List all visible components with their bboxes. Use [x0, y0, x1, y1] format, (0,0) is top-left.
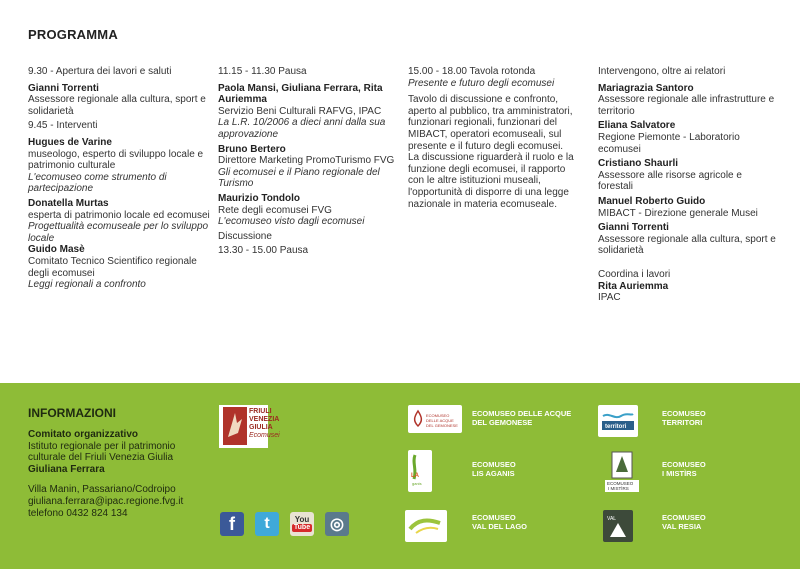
ecomuseo-label: ECOMUSEO DELLE ACQUE	[472, 409, 572, 418]
youtube-icon[interactable]	[290, 512, 314, 536]
email-link[interactable]: giuliana.ferrara@ipac.regione.fvg.it	[28, 495, 184, 507]
program-column-1	[28, 66, 213, 291]
svg-text:DELLE ACQUE: DELLE ACQUE	[426, 418, 454, 423]
ecomuseo-label: ECOMUSEO	[662, 460, 706, 469]
program-column-3	[408, 66, 578, 210]
fvg-ecomusei-logo[interactable]	[219, 405, 280, 448]
svg-text:VAL: VAL	[607, 516, 617, 522]
ecomuseo-mistirs-logo[interactable]	[605, 450, 639, 492]
ecomuseo-val-resia-logo[interactable]	[603, 510, 633, 542]
speaker-name: Guido Masè	[28, 244, 85, 256]
speaker-role: Regione Piemonte - Laboratorio ecomusei	[598, 131, 740, 155]
speaker-role: Comitato Tecnico Scientifico regionale degli ecomusei	[28, 255, 197, 279]
facebook-icon[interactable]: f	[220, 512, 244, 536]
talk-title: L'ecomuseo visto dagli ecomusei	[218, 216, 365, 228]
fvg-bird-icon	[223, 407, 247, 445]
mistirs-icon	[605, 450, 639, 492]
session-description: Tavolo di discussione e confronto, aperto al pubblico, tra amministratori, funzionari regionali, funzionari del MIBACT, operatori ecomuseali, sul presente e il futuro degli ecomusei.	[408, 94, 573, 152]
info-title: INFORMAZIONI	[28, 406, 116, 420]
svg-text:DEL GEMONESE: DEL GEMONESE	[426, 423, 458, 428]
youtube-you: You	[294, 515, 310, 524]
fvg-logo-text	[249, 408, 280, 440]
val-del-lago-icon	[406, 511, 446, 541]
coordinator-name: Rita Auriemma	[598, 280, 669, 292]
speaker-name: Bruno Bertero	[218, 143, 286, 155]
speaker-role: MIBACT - Direzione generale Musei	[598, 207, 758, 219]
talk-title: La L.R. 10/2006 a dieci anni dalla sua approvazione	[218, 117, 386, 140]
youtube-tube: Tube	[293, 524, 311, 531]
speaker-name: Manuel Roberto Guido	[598, 195, 706, 207]
page-title: PROGRAMMA	[28, 27, 118, 42]
fvg-logo-line: FRIULI	[249, 408, 272, 415]
committee-text: Istituto regionale per il patrimonio culturale del Friuli Venezia Giulia	[28, 440, 176, 464]
svg-text:LA: LA	[411, 473, 419, 479]
ecomuseo-label: LIS AGANIS	[472, 469, 515, 478]
phone: telefono 0432 824 134	[28, 507, 128, 519]
speaker-name: Eliana Salvatore	[598, 120, 676, 132]
ecomuseo-val-del-lago-logo[interactable]	[405, 510, 447, 542]
ecomuseo-mistirs-name	[662, 460, 706, 478]
lis-aganis-icon	[409, 451, 431, 491]
speaker-name: Paola Mansi, Giuliana Ferrara, Rita Auriemma	[218, 82, 383, 106]
speaker-name: Mariagrazia Santoro	[598, 82, 694, 94]
svg-text:ganis: ganis	[412, 481, 422, 486]
ecomuseo-label: ECOMUSEO	[662, 409, 706, 418]
coordinator-org: IPAC	[598, 292, 621, 304]
program-column-4	[598, 66, 778, 304]
ecomuseo-val-resia-name	[662, 513, 706, 531]
territori-icon	[599, 406, 637, 436]
ecomuseo-label: TERRITORI	[662, 418, 703, 427]
instagram-icon[interactable]: ◎	[325, 512, 349, 536]
ecomuseo-acque-logo[interactable]	[408, 405, 462, 433]
talk-title: Leggi regionali a confronto	[28, 279, 146, 291]
val-resia-icon	[604, 511, 632, 541]
water-drop-icon	[410, 407, 460, 431]
program-column-2	[218, 66, 398, 257]
ecomuseo-label: ECOMUSEO	[662, 513, 706, 522]
talk-title: Progettualità ecomuseale per lo sviluppo locale	[28, 221, 209, 244]
fvg-logo-line: VENEZIA	[249, 416, 280, 423]
speaker-role: museologo, esperto di sviluppo locale e patrimonio culturale	[28, 148, 204, 172]
ecomuseo-label: ECOMUSEO	[472, 460, 516, 469]
speaker-role: Servizio Beni Culturali RAFVG, IPAC	[218, 105, 382, 117]
speaker-role: Assessore alle risorse agricole e forestali	[598, 169, 742, 193]
svg-text:territori: territori	[605, 424, 627, 430]
talk-title: Gli ecomusei e il Piano regionale del Turismo	[218, 166, 380, 190]
address: Villa Manin, Passariano/Codroipo	[28, 484, 176, 496]
coordinator-label: Coordina i lavori	[598, 268, 671, 280]
speaker-name: Hugues de Varine	[28, 136, 112, 148]
fvg-logo-line: Ecomusei	[249, 432, 280, 439]
speaker-name: Donatella Murtas	[28, 197, 109, 209]
speaker-role: Assessore regionale alla cultura, sport e solidarietà	[598, 233, 776, 257]
schedule-time: 11.15 - 11.30 Pausa	[218, 66, 307, 77]
info-block	[28, 429, 208, 519]
ecomuseo-territori-logo[interactable]	[598, 405, 638, 437]
ecomuseo-val-del-lago-name	[472, 513, 527, 531]
ecomuseo-label: I MISTÌRS	[662, 469, 697, 478]
ecomuseo-label: ECOMUSEO	[472, 513, 516, 522]
committee-label: Comitato organizzativo	[28, 429, 139, 440]
speaker-role: Assessore regionale alle infrastrutture e territorio	[598, 94, 775, 117]
schedule-time: 13.30 - 15.00 Pausa	[218, 245, 309, 257]
speakers-intro: Intervengono, oltre ai relatori	[598, 66, 726, 77]
discussion-label: Discussione	[218, 230, 272, 242]
speaker-role: Rete degli ecomusei FVG	[218, 204, 332, 216]
ecomuseo-label: VAL DEL LAGO	[472, 522, 528, 531]
speaker-name: Cristiano Shaurli	[598, 158, 679, 170]
fvg-logo-line: GIULIA	[249, 424, 273, 431]
ecomuseo-label: DEL GEMONESE	[472, 418, 533, 427]
ecomuseo-lis-aganis-logo[interactable]	[408, 450, 432, 492]
speaker-name: Gianni Torrenti	[598, 222, 669, 234]
ecomuseo-territori-name	[662, 409, 706, 427]
session-description: La discussione riguarderà il ruolo e la funzione degli ecomusei, il rapporto con le altre istituzioni museali, l'opportunità di disporre di una legge nazionale in materia ecomuseale.	[408, 152, 574, 210]
ecomuseo-lis-aganis-name	[472, 460, 516, 478]
speaker-name: Gianni Torrenti	[28, 82, 99, 94]
speaker-name: Maurizio Tondolo	[218, 192, 301, 204]
schedule-time: 9.30 - Apertura dei lavori e saluti	[28, 66, 172, 77]
ecomuseo-label: VAL RESIA	[662, 522, 702, 531]
talk-title: L'ecomuseo come strumento di partecipazione	[28, 171, 167, 195]
contact-name: Giuliana Ferrara	[28, 463, 105, 475]
ecomuseo-acque-name	[472, 409, 571, 427]
schedule-time: 9.45 - Interventi	[28, 120, 98, 132]
speaker-role: esperta di patrimonio locale ed ecomusei	[28, 209, 210, 221]
speaker-role: Direttore Marketing PromoTurismo FVG	[218, 155, 395, 167]
svg-text:ECOMUSEO: ECOMUSEO	[607, 481, 634, 486]
svg-text:I MISTÌRS: I MISTÌRS	[608, 486, 629, 491]
svg-text:ECOMUSEO: ECOMUSEO	[426, 413, 450, 418]
twitter-icon[interactable]: t	[255, 512, 279, 536]
speaker-role: Assessore regionale alla cultura, sport e solidarietà	[28, 94, 206, 117]
session-title: Presente e futuro degli ecomusei	[408, 77, 555, 89]
schedule-time: 15.00 - 18.00 Tavola rotonda	[408, 66, 536, 77]
